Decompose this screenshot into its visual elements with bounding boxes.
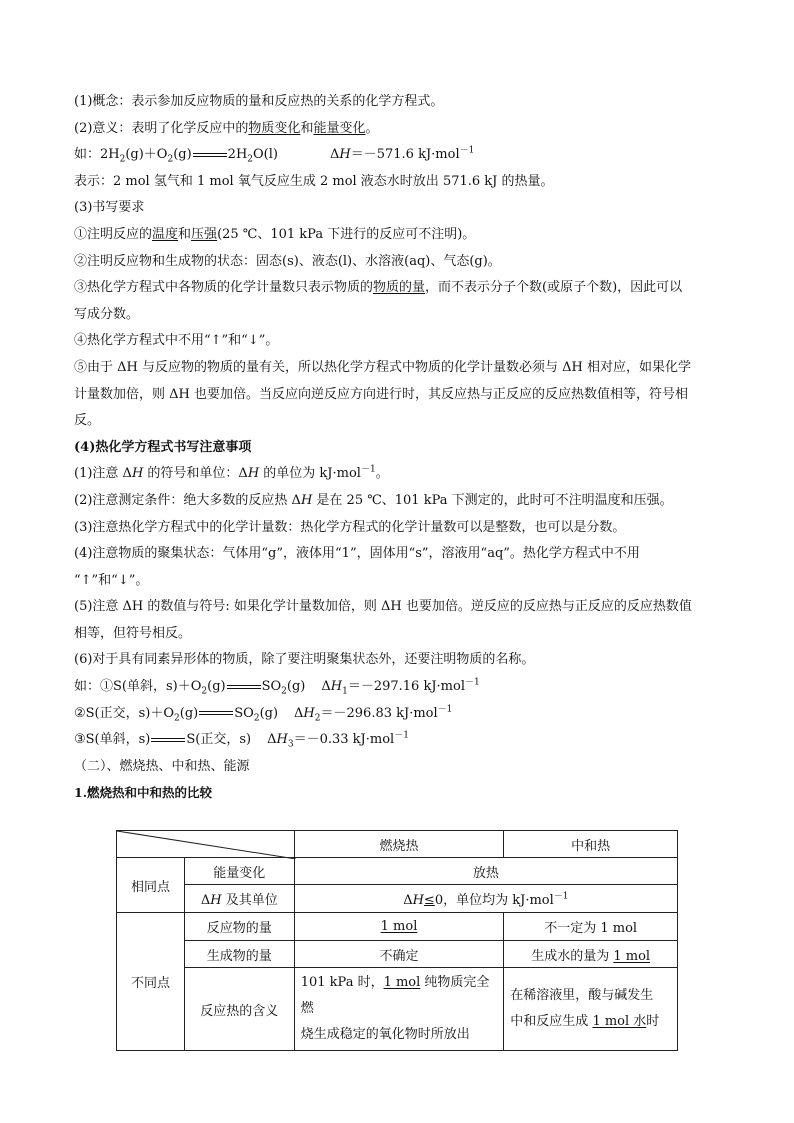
para-concept: (1)概念：表示参加反应物质的量和反应热的关系的化学方程式。 [74,94,444,109]
document-body [74,92,724,810]
label-differences: 不同点 [117,913,185,1051]
cell-exothermic: 放热 [294,858,677,885]
req-4: ④热化学方程式中不用“↑”和“↓”。 [74,333,279,349]
note-6: (6)对于具有同素异形体的物质，除了要注明聚集状态外，还要注明物质的名称。 [74,652,535,668]
cell-dh-value: ΔH≤0，单位均为 kJ·mol$^{-1}$ [294,885,677,913]
diagonal-line [117,831,296,859]
row-label-dh-unit: ΔH 及其单位 [184,885,294,913]
note-4-line1: (4)注意物质的聚集状态：气体用“g”，液体用“1”，固体用“s”，溶液用“aq”。热化学方程式中不用 [74,546,640,562]
req-5-line1: ⑤由于 ΔH 与反应物的物质的量有关，所以热化学方程式中物质的化学计量数必须与 ΔH 相对应，如果化学 [74,359,691,375]
row-label-energy-change: 能量变化 [184,858,294,885]
note-5-line1: (5)注意 ΔH 的数值与符号: 如果化学计量数加倍，则 ΔH 也要加倍。逆反应的反应热与正反应的反应热数值 [74,599,692,615]
allotrope-eq-1: 如：①S(单斜，$s)+O_2(g)$ $SO_2(g)$ $\Delta H_1=-297.16$ kJ·mol$^{-1}$ [74,677,480,697]
cell-product-neutralization: 生成水的量为 1 mol [504,941,678,968]
note-2: (2)注意测定条件：绝大多数的反应热 ΔH 是在 25 ℃、101 kPa 下测定的，此时可不注明温度和压强。 [74,492,673,508]
heading-notes: (4)热化学方程式书写注意事项 [74,439,252,455]
note-3: (3)注意热化学方程式中的化学计量数：热化学方程式的化学计量数可以是整数，也可以是分数。 [74,519,626,535]
example-equation: 如：$2H_2(g)+O_2(g)$ $2H_2O(l)$ ΔH＝－571.6 kJ·mol$^{-1}$ [74,145,475,165]
cell-meaning-neutralization: 在稀溶液里，酸与碱发生 中和反应生成 1 mol 水时 [504,968,678,1051]
cell-meaning-combustion: 101 kPa 时，1 mol 纯物质完全燃 烧生成稳定的氧化物时所放出 [294,968,504,1051]
req-1: ①注明反应的温度和压强(25 ℃、101 kPa 下进行的反应可不注明)。 [74,226,476,242]
req-5-line2: 计量数加倍，则 ΔH 也要加倍。当反应向逆反应方向进行时，其反应热与正反应的反应热数值相等，符号相 [74,386,688,402]
cell-reactant-neutralization: 不一定为 1 mol [504,913,678,941]
double-equals-sign [227,685,261,689]
para-meaning-explain: 表示：2 mol 氢气和 1 mol 氧气反应生成 2 mol 液态水时放出 571.6 kJ 的热量。 [74,173,554,189]
table-row [117,968,678,1051]
req-2: ②注明反应物和生成物的状态：固态(s)、液态(l)、水溶液(aq)、气态(g)。 [74,253,501,269]
note-4-line2: “↑”和“↓”。 [74,572,149,588]
note-5-line2: 相等，但符号相反。 [74,625,192,641]
cell-reactant-combustion: 1 mol [294,913,504,941]
section-heading-2: （二）、燃烧热、中和热、能源 [74,758,250,774]
row-label-product-amount: 生成物的量 [184,941,294,968]
para-meaning: (2)意义：表明了化学反应中的物质变化和能量变化。 [74,120,379,136]
header-combustion-heat: 燃烧热 [294,831,504,858]
req-5-line3: 反。 [74,413,101,429]
header-neutralization-heat: 中和热 [504,831,678,858]
table-row [117,941,678,968]
label-similarities: 相同点 [117,858,185,913]
double-equals-sign [193,153,227,157]
row-label-meaning: 反应热的含义 [184,968,294,1051]
table-row [117,885,678,913]
table-row [117,913,678,941]
table-row [117,858,678,885]
note-1: (1)注意 ΔH 的符号和单位：ΔH 的单位为 kJ·mol$^{-1}$。 [74,464,389,482]
table-header-row [117,831,678,858]
double-equals-sign [151,738,185,742]
allotrope-eq-3: ③S(单斜，s) S(正交，s) $\Delta H_3=-0.33$ kJ·mol$^{-1}$ [74,730,409,750]
row-label-reactant-amount: 反应物的量 [184,913,294,941]
heading-writing-requirements: (3)书写要求 [74,200,145,216]
subheading-comparison: 1.燃烧热和中和热的比较 [74,785,213,801]
double-equals-sign [199,711,233,715]
req-3-line1: ③热化学方程式中各物质的化学计量数只表示物质的物质的量，而不表示分子个数(或原子个数)，因此可以 [74,280,683,296]
cell-product-combustion: 不确定 [294,941,504,968]
comparison-table [116,830,678,1051]
allotrope-eq-2: ②S(正交，$s)+O_2(g)$ $SO_2(g)$ $\Delta H_2=-296.83$ kJ·mol$^{-1}$ [74,704,453,724]
diagonal-header-cell [117,831,295,858]
req-3-line2: 写成分数。 [74,306,140,322]
